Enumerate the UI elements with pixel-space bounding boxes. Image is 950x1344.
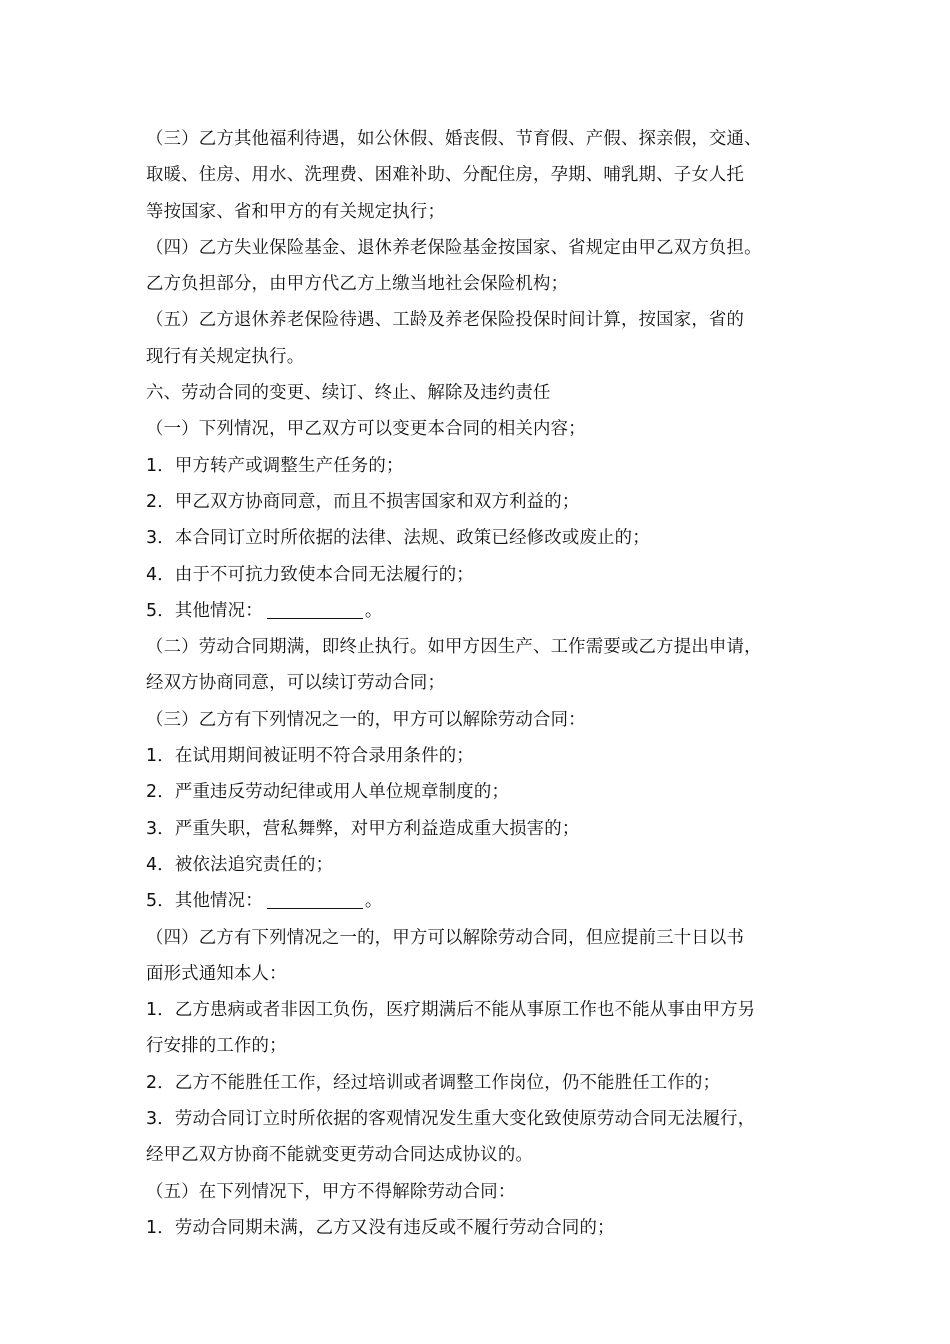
text-line: （二）劳动合同期满，即终止执行。如甲方因生产、工作需要或乙方提出申请， [146, 637, 762, 658]
text-line: 取暖、住房、用水、洗理费、困难补助、分配住房，孕期、哺乳期、子女人托 [146, 165, 745, 186]
list-item: 2．乙方不能胜任工作，经过培训或者调整工作岗位，仍不能胜任工作的； [146, 1072, 721, 1093]
text-line: （一）下列情况，甲乙双方可以变更本合同的相关内容； [146, 419, 586, 440]
text-line: （五）在下列情况下，甲方不得解除劳动合同： [146, 1181, 516, 1202]
list-item-with-blank [146, 593, 814, 629]
text-line: 面形式通知本人： [146, 963, 287, 984]
item-prefix: 5．其他情况： [146, 600, 263, 621]
list-item: 3．严重失职，营私舞弊，对甲方利益造成重大损害的； [146, 818, 580, 839]
text-line: 等按国家、省和甲方的有关规定执行； [146, 201, 446, 222]
text-line: 经双方协商同意，可以续订劳动合同； [146, 673, 446, 694]
text-line: （三）乙方有下列情况之一的，甲方可以解除劳动合同： [146, 709, 586, 730]
document-body [146, 121, 814, 1246]
list-item-with-blank [146, 883, 814, 919]
text-line: 行安排的工作的； [146, 1036, 287, 1057]
text-line: 经甲乙双方协商不能就变更劳动合同达成协议的。 [146, 1145, 533, 1166]
text-line: 乙方负担部分，由甲方代乙方上缴当地社会保险机构； [146, 274, 569, 295]
text-line: （五）乙方退休养老保险待遇、工龄及养老保险投保时间计算，按国家，省的 [146, 310, 745, 331]
list-item: 1．乙方患病或者非因工负伤，医疗期满后不能从事原工作也不能从事由甲方另 [146, 1000, 756, 1021]
list-item: 2．甲乙双方协商同意，而且不损害国家和双方利益的； [146, 491, 580, 512]
list-item: 4．由于不可抗力致使本合同无法履行的； [146, 564, 474, 585]
list-item: 3．劳动合同订立时所依据的客观情况发生重大变化致使原劳动合同无法履行， [146, 1109, 756, 1130]
fill-in-blank[interactable] [267, 598, 363, 619]
text-line: （四）乙方有下列情况之一的，甲方可以解除劳动合同，但应提前三十日以书 [146, 927, 745, 948]
list-item: 2．严重违反劳动纪律或用人单位规章制度的； [146, 782, 510, 803]
list-item: 1．在试用期间被证明不符合录用条件的； [146, 746, 474, 767]
list-item: 1．劳动合同期未满，乙方又没有违反或不履行劳动合同的； [146, 1217, 615, 1238]
item-suffix: 。 [364, 600, 383, 621]
item-prefix: 5．其他情况： [146, 891, 263, 912]
fill-in-blank[interactable] [267, 888, 363, 909]
text-line: （三）乙方其他福利待遇，如公休假、婚丧假、节育假、产假、探亲假，交通、 [146, 129, 762, 149]
section-heading: 六、劳动合同的变更、续订、终止、解除及违约责任 [146, 383, 551, 404]
list-item: 4．被依法追究责任的； [146, 854, 334, 875]
text-line: （四）乙方失业保险基金、退休养老保险基金按国家、省规定由甲乙双方负担。 [146, 237, 762, 258]
list-item: 1．甲方转产或调整生产任务的； [146, 455, 404, 476]
item-suffix: 。 [364, 891, 383, 912]
list-item: 3．本合同订立时所依据的法律、法规、政策已经修改或废止的； [146, 528, 650, 549]
text-line: 现行有关规定执行。 [146, 346, 305, 367]
